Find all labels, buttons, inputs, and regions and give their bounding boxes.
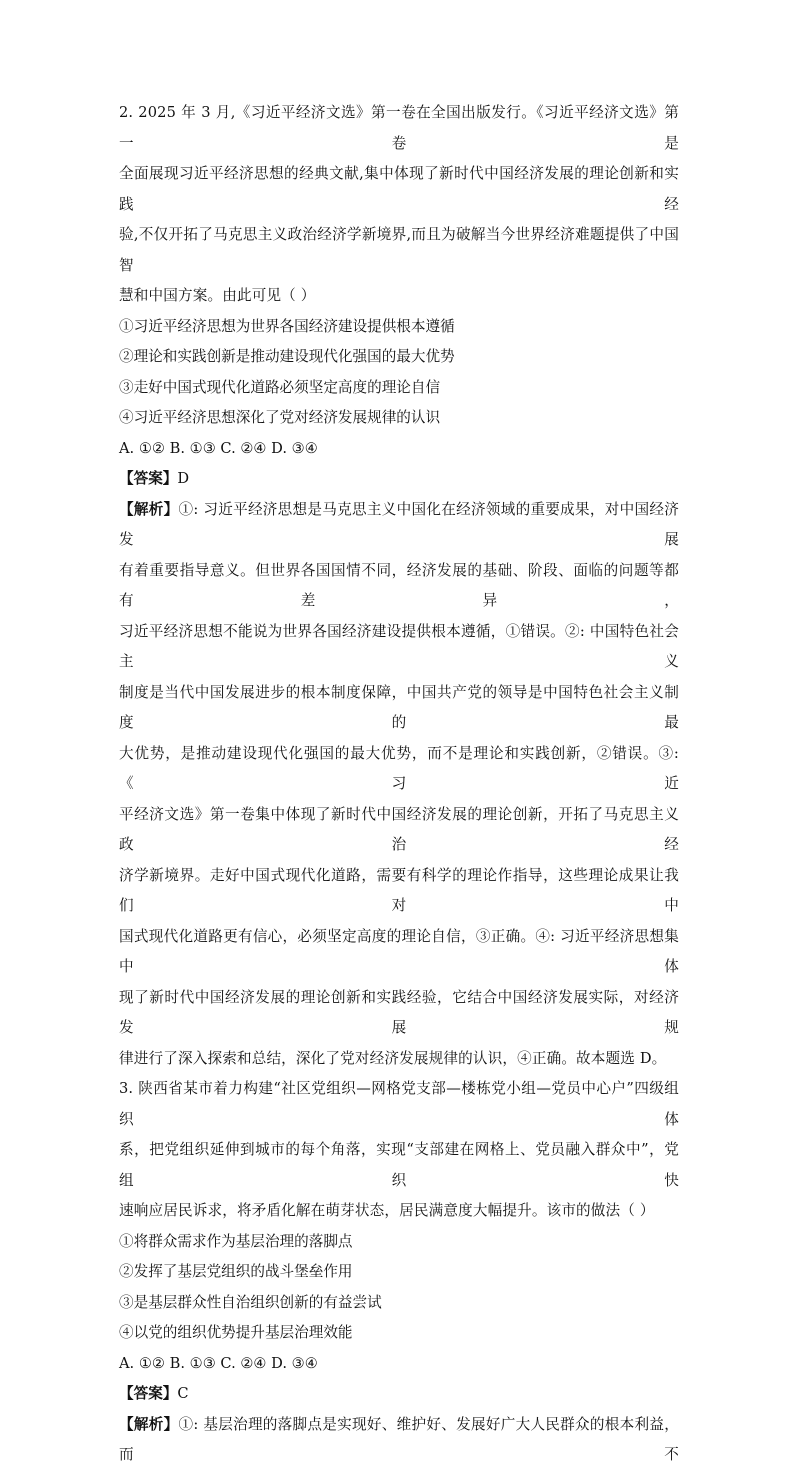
question-2-analysis-line: 律进行了深入探索和总结，深化了党对经济发展规律的认识，④正确。故本题选 D。 — [119, 1049, 667, 1067]
question-2-stem-line: 验,不仅开拓了马克思主义政治经济学新境界,而且为破解当今世界经济难题提供了中国智 — [119, 226, 679, 274]
question-2-analysis-line: 国式现代化道路更有信心，必须坚定高度的理论自信，③正确。④: 习近平经济思想集中体 — [119, 927, 679, 975]
document-content — [119, 98, 679, 1471]
question-2-analysis-line: 济学新境界。走好中国式现代化道路，需要有科学的理论作指导，这些理论成果让我们对中 — [119, 866, 679, 914]
question-2-analysis-line — [119, 495, 679, 556]
analysis-text: ①: 习近平经济思想是马克思主义中国化在经济领域的重要成果，对中国经济发展 — [119, 500, 679, 548]
question-3-option-1: ①将群众需求作为基层治理的落脚点 — [119, 1232, 353, 1250]
question-2-analysis-line: 大优势，是推动建设现代化强国的最大优势，而不是理论和实践创新，②错误。③:《习近 — [119, 744, 679, 792]
question-2-option-2: ②理论和实践创新是推动建设现代化强国的最大优势 — [119, 348, 455, 365]
question-2-option-4: ④习近平经济思想深化了党对经济发展规律的认识 — [119, 409, 441, 426]
question-3-stem-line: 系，把党组织延伸到城市的每个角落，实现“支部建在网格上、党员融入群众中”，党组织快 — [119, 1141, 679, 1189]
question-2-stem-line: 全面展现习近平经济思想的经典文献,集中体现了新时代中国经济发展的理论创新和实践经 — [119, 165, 679, 213]
answer-label: 【答案】 — [119, 1385, 178, 1402]
question-2-stem-line: 慧和中国方案。由此可见（ ） — [119, 287, 316, 304]
question-3-analysis-line — [119, 1410, 679, 1471]
analysis-text: ①: 基层治理的落脚点是实现好、维护好、发展好广大人民群众的根本利益，而不 — [119, 1415, 679, 1463]
question-3-answer — [119, 1379, 679, 1410]
answer-label: 【答案】 — [119, 470, 178, 487]
question-2-analysis-line: 平经济文选》第一卷集中体现了新时代中国经济发展的理论创新，开拓了马克思主义政治经 — [119, 805, 679, 853]
answer-value: C — [177, 1385, 189, 1402]
question-2-analysis-line: 现了新时代中国经济发展的理论创新和实践经验，它结合中国经济发展实际，对经济发展规 — [119, 988, 679, 1036]
question-2 — [119, 98, 679, 1074]
question-2-analysis-line: 制度是当代中国发展进步的根本制度保障，中国共产党的领导是中国特色社会主义制度的最 — [119, 683, 679, 731]
answer-value: D — [177, 470, 190, 487]
question-2-option-1: ①习近平经济思想为世界各国经济建设提供根本遵循 — [119, 317, 455, 335]
question-2-choices: A. ①② B. ①③ C. ②④ D. ③④ — [119, 439, 318, 457]
question-2-stem-line: 2. 2025 年 3 月,《习近平经济文选》第一卷在全国出版发行。《习近平经济文选》第一卷是 — [119, 104, 679, 152]
analysis-label: 【解析】 — [119, 500, 179, 518]
question-3 — [119, 1074, 679, 1471]
question-3-option-3: ③是基层群众性自治组织创新的有益尝试 — [119, 1293, 382, 1311]
question-2-option-3: ③走好中国式现代化道路必须坚定高度的理论自信 — [119, 378, 441, 396]
question-3-option-4: ④以党的组织优势提升基层治理效能 — [119, 1324, 353, 1341]
question-3-choices: A. ①② B. ①③ C. ②④ D. ③④ — [119, 1354, 318, 1372]
question-3-option-2: ②发挥了基层党组织的战斗堡垒作用 — [119, 1263, 353, 1280]
question-3-stem-line: 速响应居民诉求，将矛盾化解在萌芽状态，居民满意度大幅提升。该市的做法（ ） — [119, 1202, 655, 1219]
question-2-analysis-line: 习近平经济思想不能说为世界各国经济建设提供根本遵循，①错误。②: 中国特色社会主义 — [119, 622, 679, 670]
analysis-label: 【解析】 — [119, 1415, 179, 1433]
question-2-answer — [119, 464, 679, 495]
question-3-stem-line: 3. 陕西省某市着力构建“社区党组织—网格党支部—楼栋党小组—党员中心户”四级组织体 — [119, 1080, 679, 1128]
question-2-analysis-line: 有着重要指导意义。但世界各国国情不同，经济发展的基础、阶段、面临的问题等都有差异， — [119, 561, 679, 609]
